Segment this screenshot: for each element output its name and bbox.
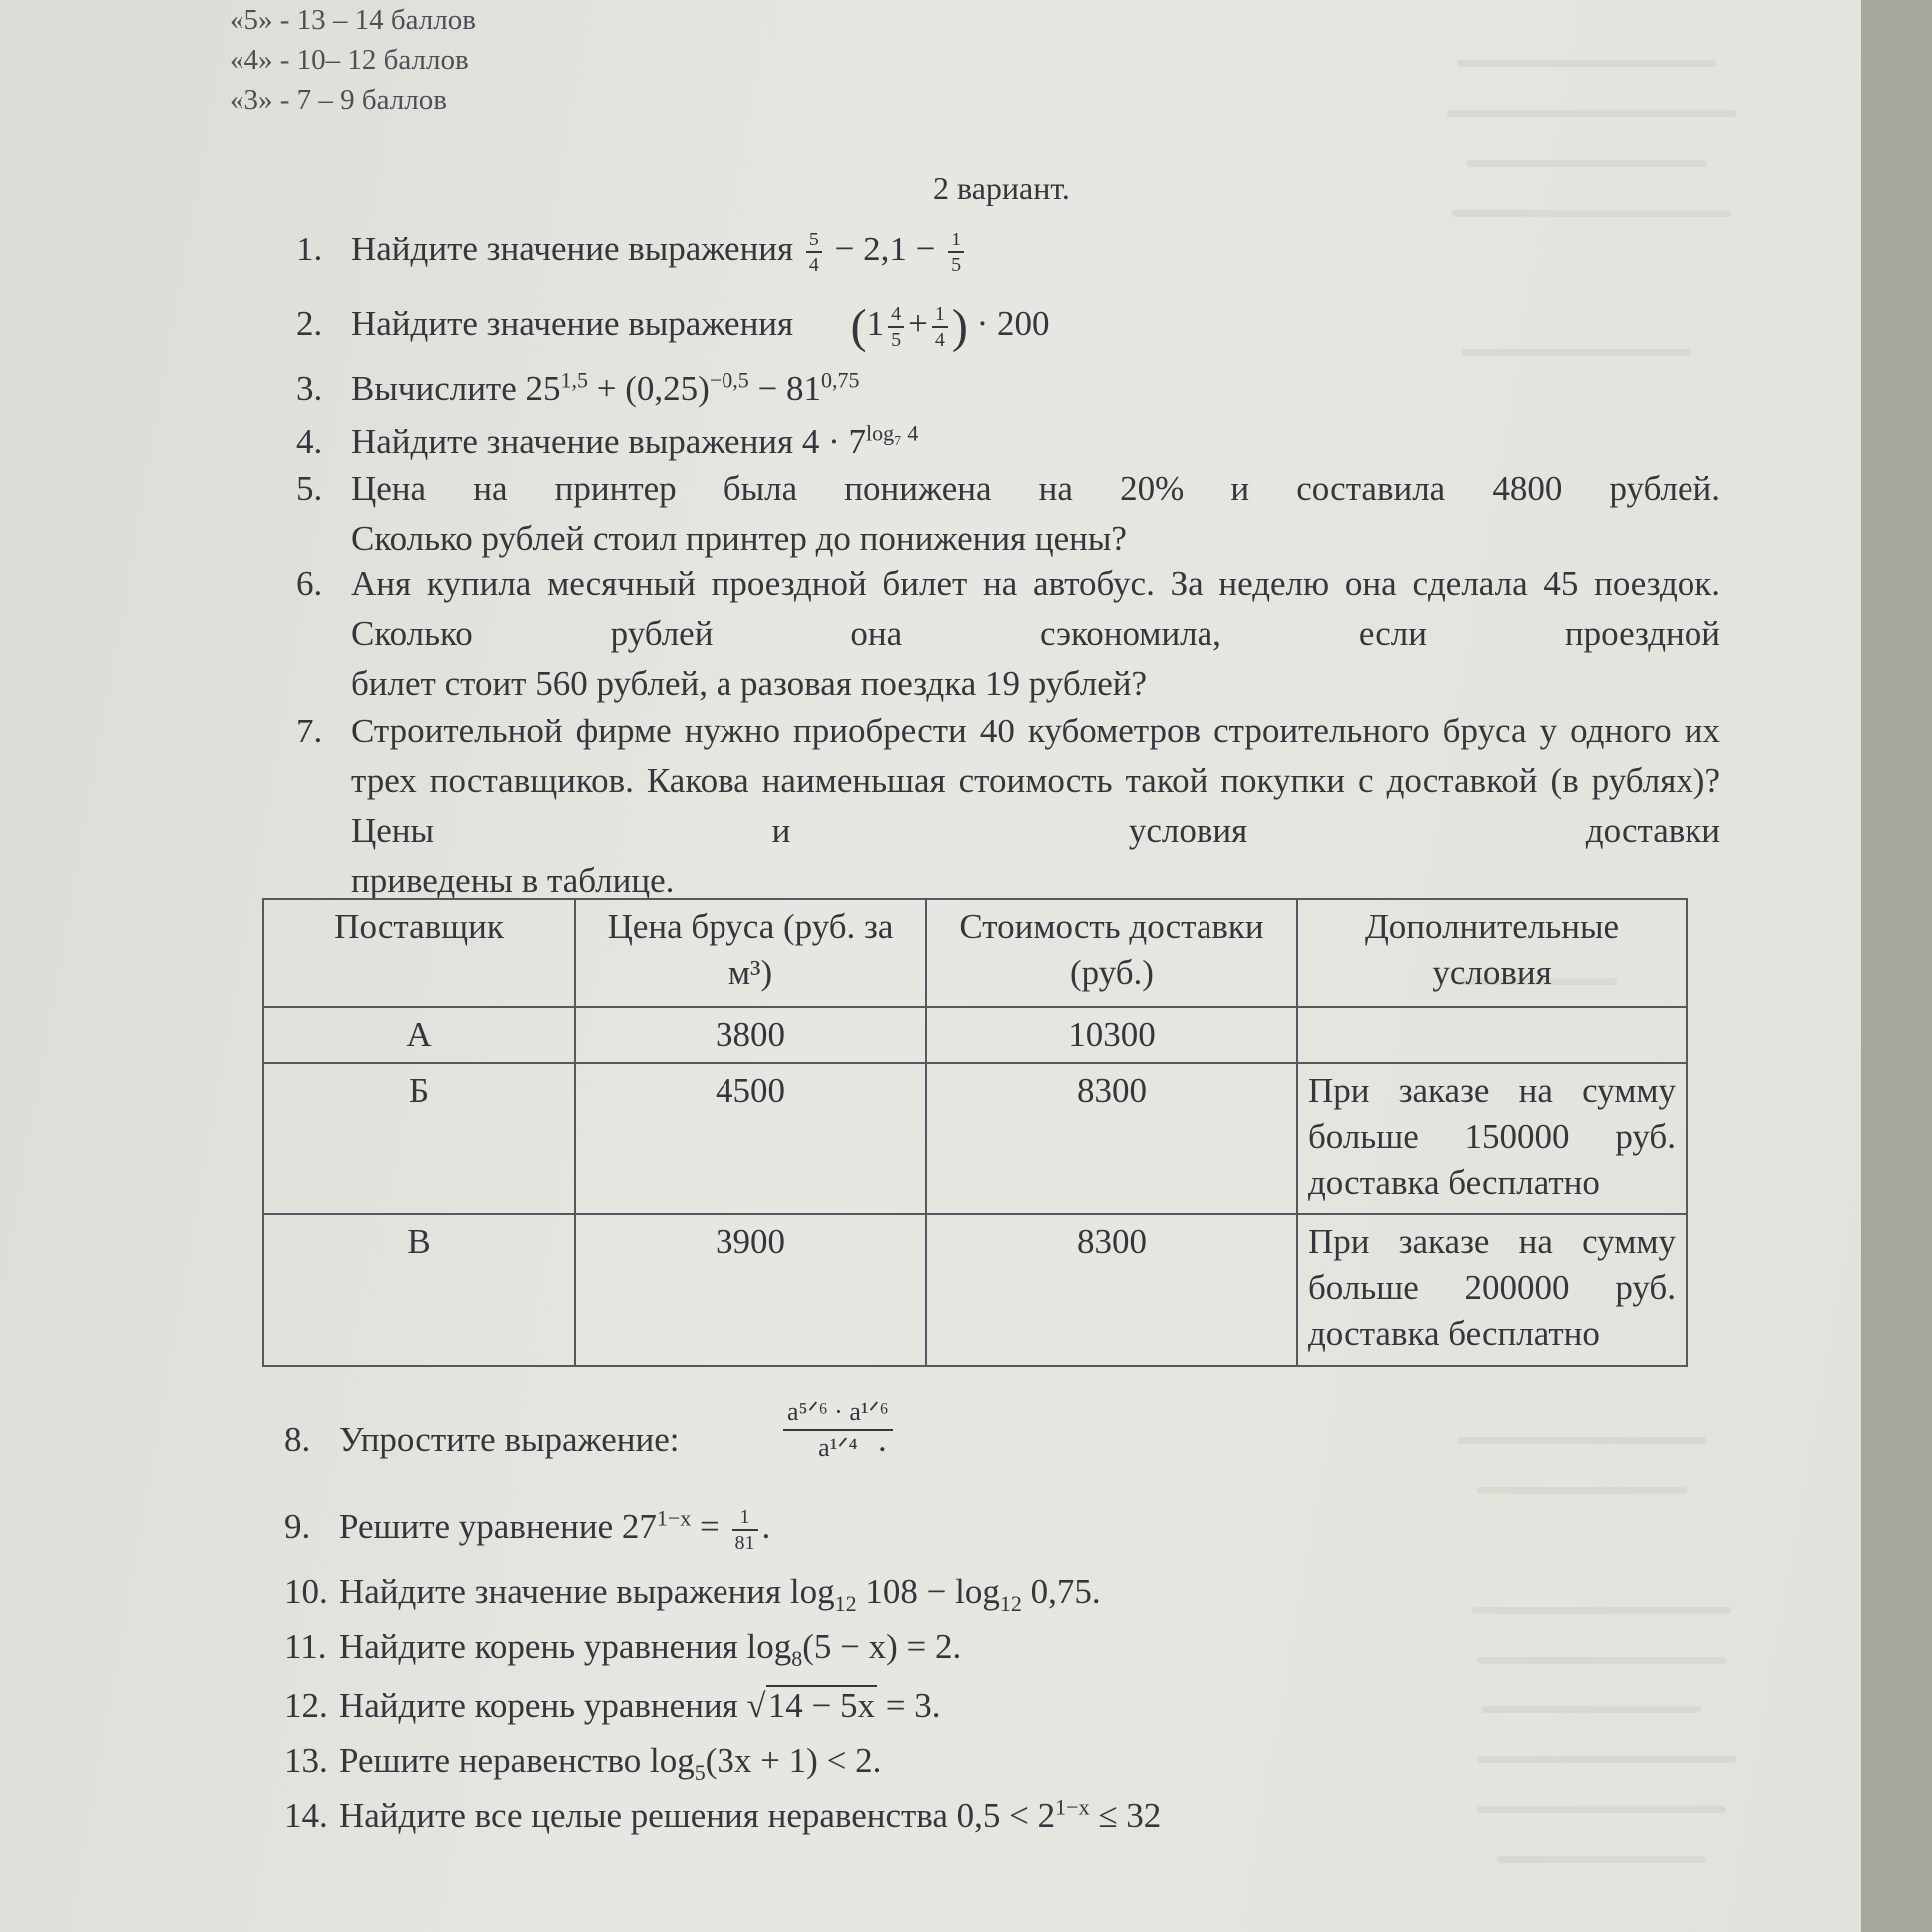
task-text [339, 1736, 881, 1786]
task-number: 7. [296, 712, 323, 750]
task-text [351, 559, 1720, 709]
text-line: приведены в таблице. [351, 861, 675, 900]
task-number: 1. [296, 230, 323, 268]
task-text [351, 417, 918, 467]
exponent: 0,75 [821, 367, 860, 393]
task-number: 2. [296, 304, 323, 343]
task-label: Найдите значение выражения log [339, 1572, 835, 1611]
header-price: Цена бруса (руб. за м³) [575, 899, 926, 1007]
task-text [351, 299, 1050, 352]
task-text [339, 1791, 1161, 1841]
text-line: Строительной фирме нужно приобрести 40 кубометров строительного [351, 712, 1430, 750]
grading-scale [230, 0, 476, 120]
cell-conditions: При заказе на сумму больше 150000 руб. доставка бесплатно [1297, 1063, 1687, 1214]
task-text [339, 1567, 1101, 1617]
period: . [878, 1420, 887, 1459]
task-label: Найдите значение выражения 4 · 7 [351, 422, 867, 461]
exponent: 1−x [1055, 1794, 1090, 1820]
text-line: Цена на принтер была понижена на 20% и составила 4800 рублей. [351, 469, 1720, 508]
numerator: 1 [932, 302, 948, 328]
expression-part: − 2,1 − [834, 230, 936, 268]
numerator: 4 [888, 302, 904, 328]
task-number: 12. [284, 1687, 328, 1725]
exponent: 1−x [656, 1505, 692, 1531]
task-text [351, 364, 860, 414]
denominator: 4 [934, 328, 945, 351]
table-row [263, 1007, 1687, 1063]
task-number: 14. [284, 1796, 328, 1835]
table-row [263, 1063, 1687, 1214]
grade-3-line: «3» - 7 – 9 баллов [230, 84, 447, 116]
task-label: Найдите корень уравнения log [339, 1627, 792, 1666]
log-base: 12 [999, 1591, 1022, 1616]
expression-part: ≤ 32 [1089, 1796, 1162, 1835]
fraction [806, 228, 822, 277]
table-header-row [263, 899, 1687, 1007]
task-text [351, 707, 1720, 906]
task-number: 10. [284, 1572, 328, 1611]
task-text [339, 1682, 940, 1731]
expression-part: = 3. [876, 1687, 941, 1725]
task-label: Найдите корень уравнения √ [339, 1687, 766, 1725]
paren-close: ) [951, 299, 968, 353]
task-number: 9. [284, 1507, 311, 1546]
grade-5-line: «5» - 13 – 14 баллов [230, 4, 476, 36]
table-row [263, 1214, 1687, 1366]
text-line: Сколько рублей стоил принтер до понижения цены? [351, 519, 1127, 558]
task-text [339, 1622, 961, 1672]
text-line: билет стоит 560 рублей, а разовая поездка 19 рублей? [351, 664, 1148, 703]
task-text: Упростите выражение: [339, 1420, 680, 1459]
denominator: 5 [951, 253, 962, 276]
cell-price: 4500 [575, 1063, 926, 1214]
cell-delivery: 8300 [926, 1214, 1297, 1366]
variant-title: 2 вариант. [933, 170, 1070, 206]
cell-supplier: Б [263, 1063, 575, 1214]
cell-conditions [1297, 1007, 1687, 1063]
log-base: 12 [834, 1591, 857, 1616]
task-label: Решите неравенство log [339, 1741, 695, 1780]
fraction [783, 1397, 893, 1463]
task-label: Решите уравнение 27 [339, 1507, 657, 1546]
task-number: 3. [296, 369, 323, 408]
task-text [351, 225, 968, 277]
exponent: log₇ 4 [866, 420, 919, 446]
task-number: 4. [296, 422, 323, 461]
numerator: 5 [806, 228, 822, 253]
expression-part: (5 − x) = 2. [802, 1627, 962, 1666]
log-base: 5 [694, 1760, 706, 1785]
cell-conditions: При заказе на сумму больше 200000 руб. доставка бесплатно [1297, 1214, 1687, 1366]
text-line: бруса у одного их трех поставщиков. Какова наименьшая стоимость [351, 712, 1720, 800]
fraction [932, 302, 948, 352]
exponent: −0,5 [709, 367, 749, 393]
supplier-price-table [262, 898, 1688, 1367]
text-line: Аня купила месячный проездной билет на автобус. За неделю она [351, 564, 1397, 603]
task-label: Вычислите 25 [351, 369, 561, 408]
log-base: 8 [791, 1646, 803, 1671]
expression-part: 108 − log [856, 1572, 1000, 1611]
cell-delivery: 10300 [926, 1007, 1297, 1063]
mixed-whole: 1 [866, 304, 885, 343]
text-line: сделала 45 поездок. Сколько рублей она сэкономила, если проездной [351, 564, 1721, 653]
numerator: a⁵ᐟ⁶ · a¹ᐟ⁶ [783, 1397, 893, 1431]
task-number: 5. [296, 469, 323, 508]
header-supplier: Поставщик [263, 899, 575, 1007]
expression-part: − 81 [748, 369, 821, 408]
denominator: a¹ᐟ⁴ [818, 1433, 858, 1462]
fraction [888, 302, 904, 352]
task-text [339, 1502, 770, 1555]
task-number: 11. [284, 1627, 327, 1666]
fraction [732, 1505, 758, 1555]
header-conditions: Дополнительные условия [1297, 899, 1687, 1007]
plus-sign: + [908, 304, 928, 343]
task-number: 13. [284, 1741, 328, 1780]
header-delivery: Стоимость доставки (руб.) [926, 899, 1297, 1007]
task-label: Найдите значение выражения [351, 304, 794, 343]
radicand: 14 − 5x [767, 1687, 875, 1725]
period: . [761, 1507, 771, 1546]
fraction [948, 228, 964, 277]
denominator: 4 [808, 253, 819, 276]
grade-4-line: «4» - 10– 12 баллов [230, 44, 469, 76]
denominator: 5 [891, 328, 902, 351]
cell-supplier: В [263, 1214, 575, 1366]
task-label: Найдите значение выражения [351, 230, 794, 268]
numerator: 1 [732, 1505, 758, 1531]
expression-part: + (0,25) [588, 369, 710, 408]
task-number: 6. [296, 564, 323, 603]
cell-price: 3900 [575, 1214, 926, 1366]
text-line: такой покупки с доставкой (в рублях)? Цены и условия доставки [351, 761, 1720, 850]
expression-part: · 200 [976, 304, 1050, 343]
cell-supplier: А [263, 1007, 575, 1063]
exponent: 1,5 [560, 367, 589, 393]
numerator: 1 [948, 228, 964, 253]
task-text [351, 464, 1720, 564]
cell-delivery: 8300 [926, 1063, 1297, 1214]
cell-price: 3800 [575, 1007, 926, 1063]
task-label: Найдите все целые решения неравенства 0,5 < 2 [339, 1796, 1056, 1835]
paren-open: ( [850, 299, 867, 353]
task-number: 8. [284, 1420, 311, 1459]
expression-part: 0,75. [1021, 1572, 1101, 1611]
equals-sign: = [691, 1507, 728, 1546]
expression-part: (3x + 1) < 2. [705, 1741, 882, 1780]
denominator: 81 [734, 1531, 755, 1554]
